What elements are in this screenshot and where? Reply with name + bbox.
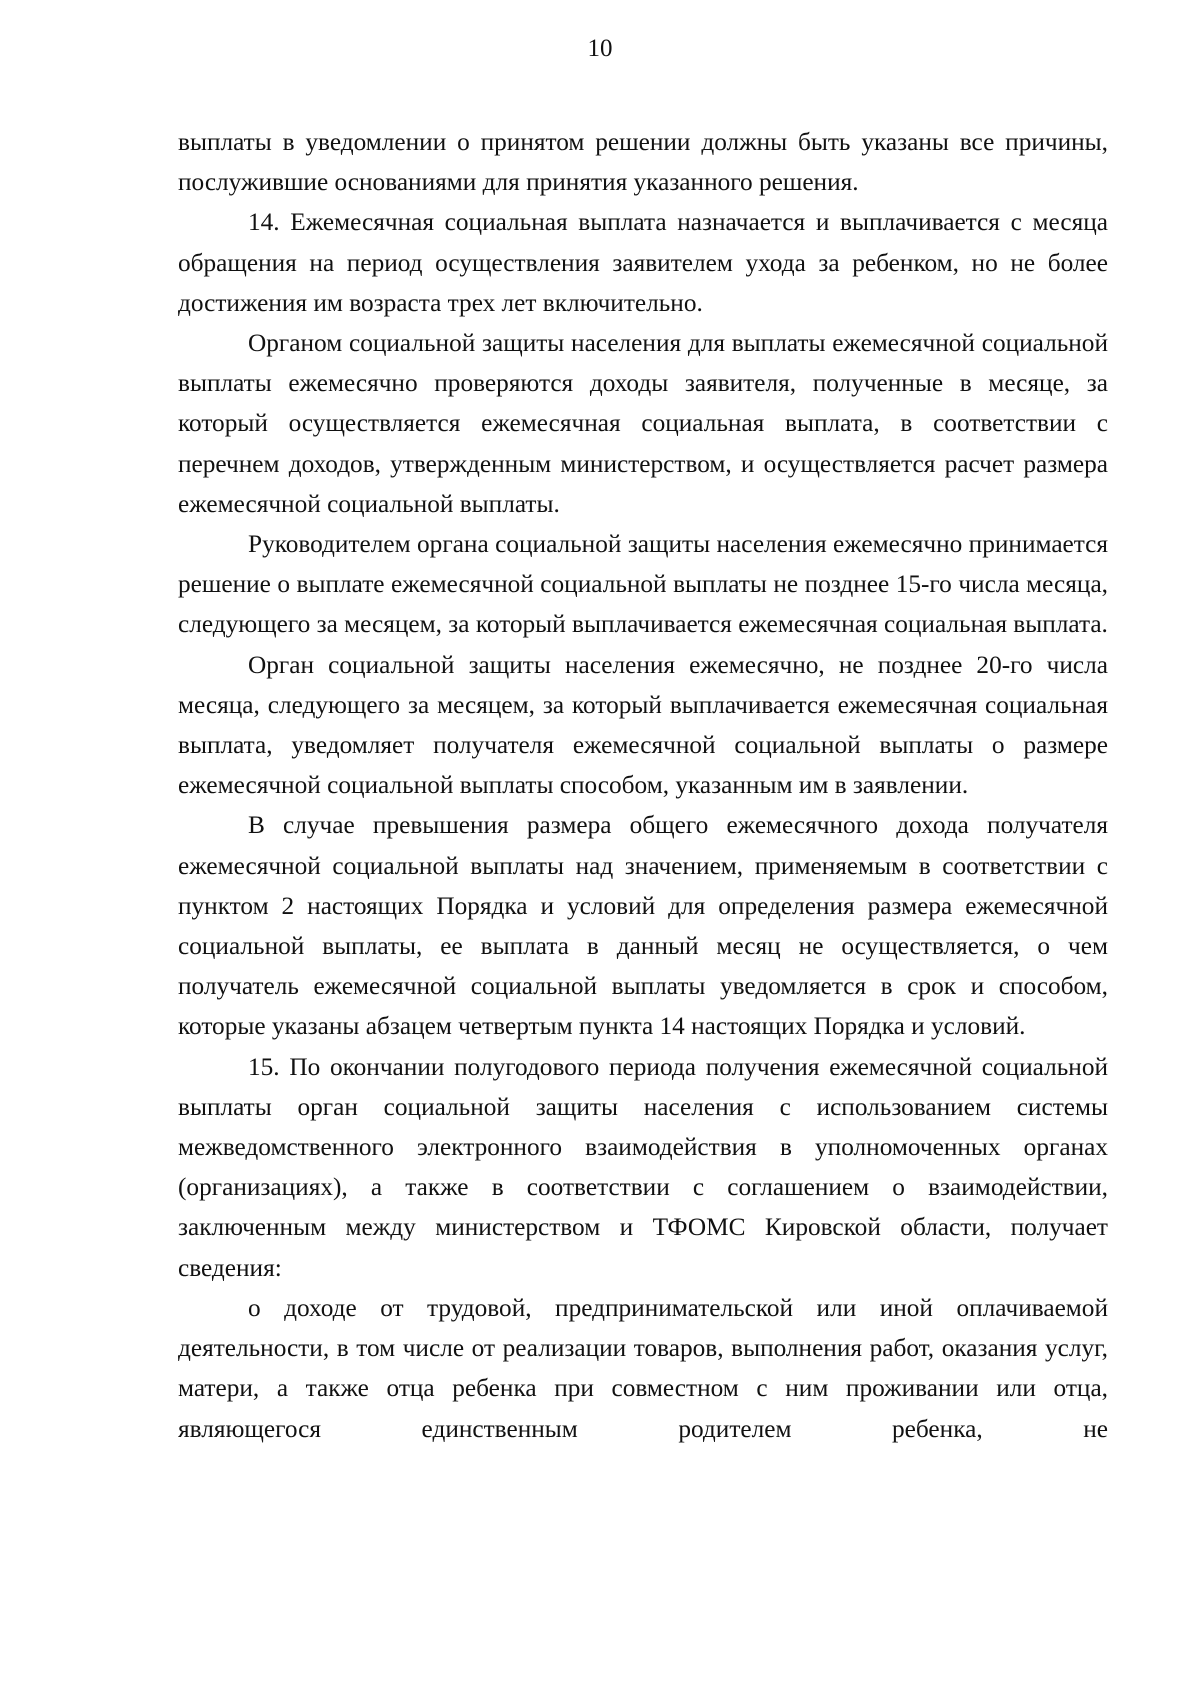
page-number: 10: [587, 35, 613, 62]
paragraph-income-check: Органом социальной защиты населения для выплаты ежемесячной социальной выплаты ежемесячно проверяются доходы заявителя, полученные в месяце, за который осуществляется ежемесячная социальная выплата, в соответствии с перечнем доходов, утвержденным министерством, и осуществляется расчет размера ежемесячной социальной выплаты.: [178, 329, 1108, 518]
paragraph-notification: Орган социальной защиты населения ежемесячно, не позднее 20-го числа месяца, следующего за месяцем, за который выплачивается ежемесячная социальная выплата, уведомляет получателя ежемесячной социальной выплаты о размере ежемесячной социальной выплаты способом, указанным им в заявлении.: [178, 650, 1108, 800]
document-body: [178, 122, 1108, 1449]
paragraph-income-info: о доходе от трудовой, предпринимательской или иной оплачиваемой деятельности, в том числе от реализации товаров, выполнения работ, оказания услуг, матери, а также отца ребенка при совместном с ним проживании или отца, являющегося единственным родителем ребенка, не: [178, 1293, 1108, 1443]
paragraph-item-15: 15. По окончании полугодового периода получения ежемесячной социальной выплаты орган социальной защиты населения с использованием системы межведомственного электронного взаимодействия в уполномоченных органах (организациях), а также в соответствии с соглашением о взаимодействии, заключенным между министерством и ТФОМС Кировской области, получает сведения:: [178, 1052, 1108, 1282]
paragraph-income-excess: В случае превышения размера общего ежемесячного дохода получателя ежемесячной социальной выплаты над значением, применяемым в соответствии с пунктом 2 настоящих Порядка и условий для определения размера ежемесячной социальной выплаты, ее выплата в данный месяц не осуществляется, о чем получатель ежемесячной социальной выплаты уведомляется в срок и способом, которые указаны абзацем четвертым пункта 14 настоящих Порядка и условий.: [178, 811, 1108, 1041]
paragraph-continuation: выплаты в уведомлении о принятом решении должны быть указаны все причины, послужившие основаниями для принятия указанного решения.: [178, 128, 1108, 197]
paragraph-payment-decision: Руководителем органа социальной защиты населения ежемесячно принимается решение о выплате ежемесячной социальной выплаты не позднее 15-го числа месяца, следующего за месяцем, за который выплачивается ежемесячная социальная выплата.: [178, 530, 1108, 639]
paragraph-item-14: 14. Ежемесячная социальная выплата назначается и выплачивается с месяца обращения на период осуществления заявителем ухода за ребенком, но не более достижения им возраста трех лет включительно.: [178, 208, 1108, 317]
